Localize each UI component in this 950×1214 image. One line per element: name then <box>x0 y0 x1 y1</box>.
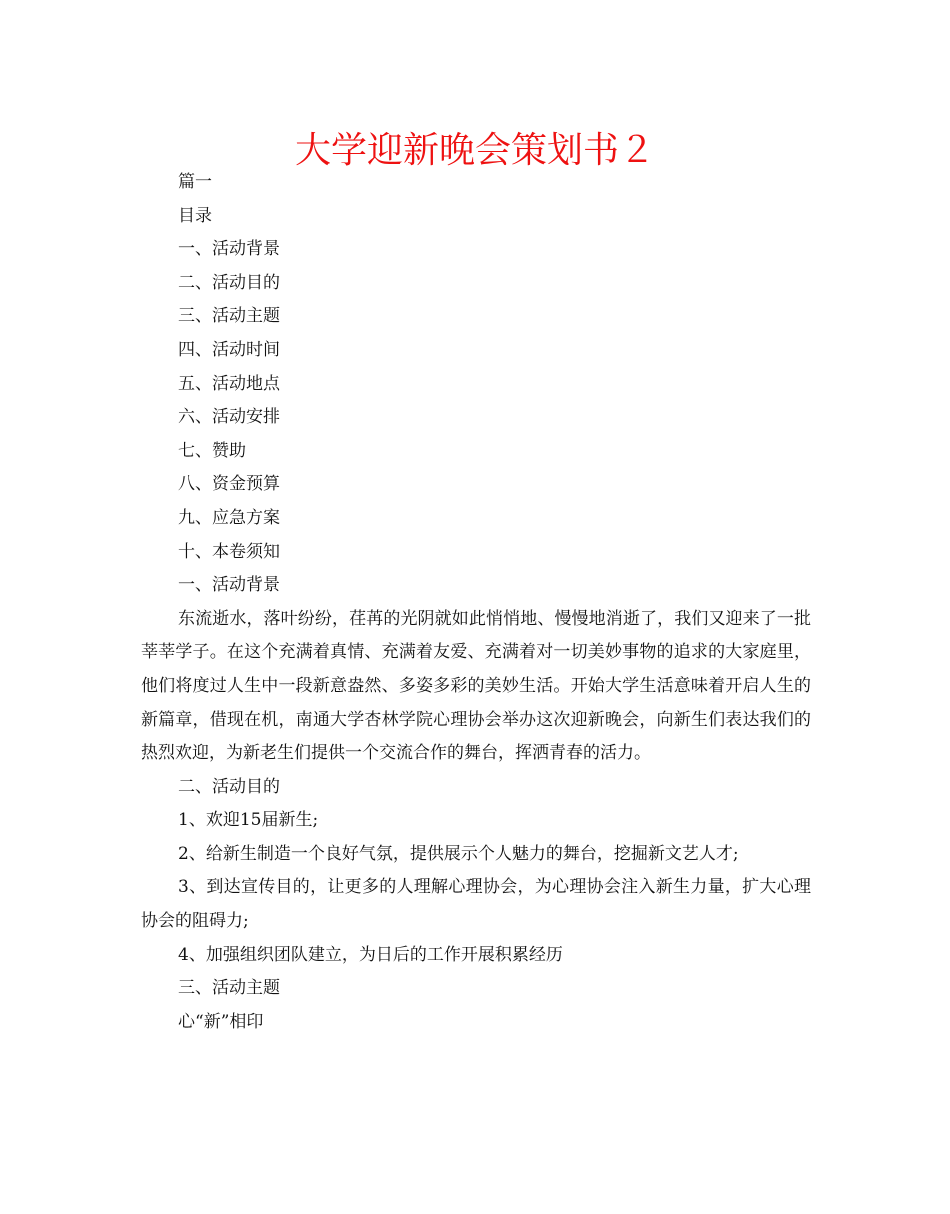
toc-item: 六、活动安排 <box>178 407 280 428</box>
document-body <box>141 166 811 1039</box>
section-heading-background: 一、活动背景 <box>178 575 280 596</box>
background-paragraph: 东流逝水，落叶纷纷，荏苒的光阴就如此悄悄地、慢慢地消逝了，我们又迎来了一批莘莘学子。在这个充满着真情、充满着友爱、充满着对一切美妙事物的追求的大家庭里，他们将度过人生中一段新意盎然、多姿多彩的美妙生活。开始大学生活意味着开启人生的新篇章，借现在机，南通大学杏林学院心理协会举办这次迎新晚会，向新生们表达我们的热烈欢迎，为新老生们提供一个交流合作的舞台，挥洒青春的活力。 <box>141 608 811 764</box>
toc-item: 三、活动主题 <box>178 306 280 327</box>
toc-item: 七、赞助 <box>178 440 246 461</box>
toc-heading: 目录 <box>178 205 212 226</box>
section-heading-theme: 三、活动主题 <box>178 978 280 999</box>
toc-item: 八、资金预算 <box>178 474 280 495</box>
toc-item: 一、活动背景 <box>178 239 280 260</box>
document-title: 大学迎新晚会策划书２ <box>294 130 655 171</box>
toc-item: 二、活动目的 <box>178 272 280 293</box>
section-heading-purpose: 二、活动目的 <box>178 776 280 797</box>
purpose-item: 2、给新生制造一个良好气氛，提供展示个人魅力的舞台，挖掘新文艺人才; <box>178 843 739 864</box>
theme-text: 心“新”相印 <box>178 1011 264 1032</box>
toc-item: 十、本卷须知 <box>178 541 280 562</box>
purpose-item: 3、到达宣传目的，让更多的人理解心理协会，为心理协会注入新生力量，扩大心理协会的阻碍力; <box>141 877 811 932</box>
toc-item: 九、应急方案 <box>178 507 280 528</box>
toc-item: 五、活动地点 <box>178 373 280 394</box>
toc-item: 四、活动时间 <box>178 339 280 360</box>
purpose-item: 4、加强组织团队建立，为日后的工作开展积累经历 <box>178 944 563 965</box>
purpose-item: 1、欢迎15届新生; <box>178 810 319 831</box>
section-label: 篇一 <box>178 172 212 192</box>
